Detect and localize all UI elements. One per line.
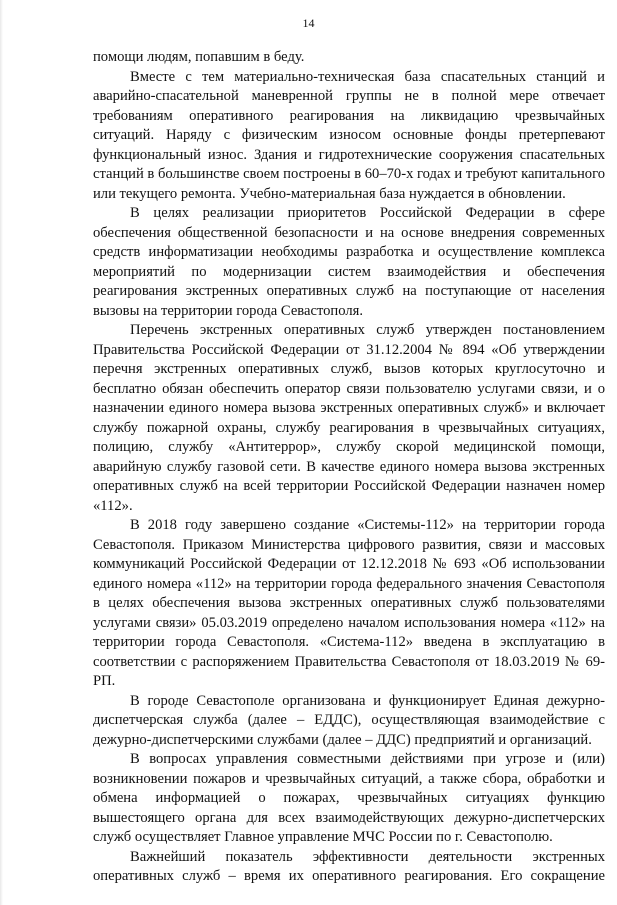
paragraph-continuation: помощи людям, попавшим в беду. (93, 49, 305, 65)
paragraph-response-time: Важнейший показатель эффективности деятельности экстренных оперативных служб – время их оперативного реагирования. Его сокращение (93, 848, 605, 884)
paragraph-edds: В городе Севастополе организована и функционирует Единая дежурно-диспетчерская служба (далее – ЕДДС), осуществляющая взаимодействие с дежурно-диспетчерскими службами (далее – ДДС) предприятий и организаций. (93, 692, 605, 748)
document-body (93, 48, 605, 887)
scan-edge-shadow (0, 0, 3, 905)
page-number: 14 (302, 16, 315, 30)
paragraph-priorities: В целях реализации приоритетов Российской Федерации в сфере обеспечения общественной безопасности и на основе внедрения современных средств информатизации необходимы разработка и осуществление комплекса мероприятий по модернизации систем взаимодействия и обеспечения реагирования экстренных оперативных служб на поступающие от населения вызовы на территории города Севастополя. (93, 205, 605, 319)
paragraph-material-base: Вместе с тем материально-техническая база спасательных станций и аварийно-спасательной маневренной группы не в полной мере отвечает требованиям оперативного реагирования на ликвидацию чрезвычайных ситуаций. Наряду с физическим износом основные фонды претерпевают функциональный износ. Здания и гидротехнические сооружения спасательных станций в большинстве своем построены в 60–70-х годах и требуют капитального или текущего ремонта. Учебно-материальная база нуждается в обновлении. (93, 68, 605, 202)
paragraph-mchs-management: В вопросах управления совместными действиями при угрозе и (или) возникновении пожаров и чрезвычайных ситуаций, а также сбора, обработки и обмена информацией о пожарах, чрезвычайных ситуациях функцию вышестоящего органа для всех взаимодействующих дежурно-диспетчерских служб осуществляет Главное управление МЧС России по г. Севастополю. (93, 751, 605, 845)
paragraph-emergency-services-list: Перечень экстренных оперативных служб утвержден постановлением Правительства Российской Федерации от 31.12.2004 № 894 «Об утверждении перечня экстренных оперативных служб, вызов которых круглосуточно и бесплатно обязан обеспечить оператор связи пользователю услугами связи, и о назначении единого номера вызова экстренных оперативных служб» и включает службу пожарной охраны, службу реагирования в чрезвычайных ситуациях, полицию, службу «Антитеррор», службу скорой медицинской помощи, аварийную службу газовой сети. В качестве единого номера вызова экстренных оперативных служб на всей территории Российской Федерации назначен номер «112». (93, 322, 605, 514)
paragraph-system-112: В 2018 году завершено создание «Системы-112» на территории города Севастополя. Приказом Министерства цифрового развития, связи и массовых коммуникаций Российской Федерации от 12.12.2018 № 693 «Об использовании единого номера «112» на территории города федерального значения Севастополя в целях обеспечения вызова экстренных оперативных служб пользователями услугами связи» 05.03.2019 определено началом использования номера «112» на территории города Севастополя. «Система-112» введена в эксплуатацию в соответствии с распоряжением Правительства Севастополя от 18.03.2019 № 69-РП. (93, 517, 605, 689)
